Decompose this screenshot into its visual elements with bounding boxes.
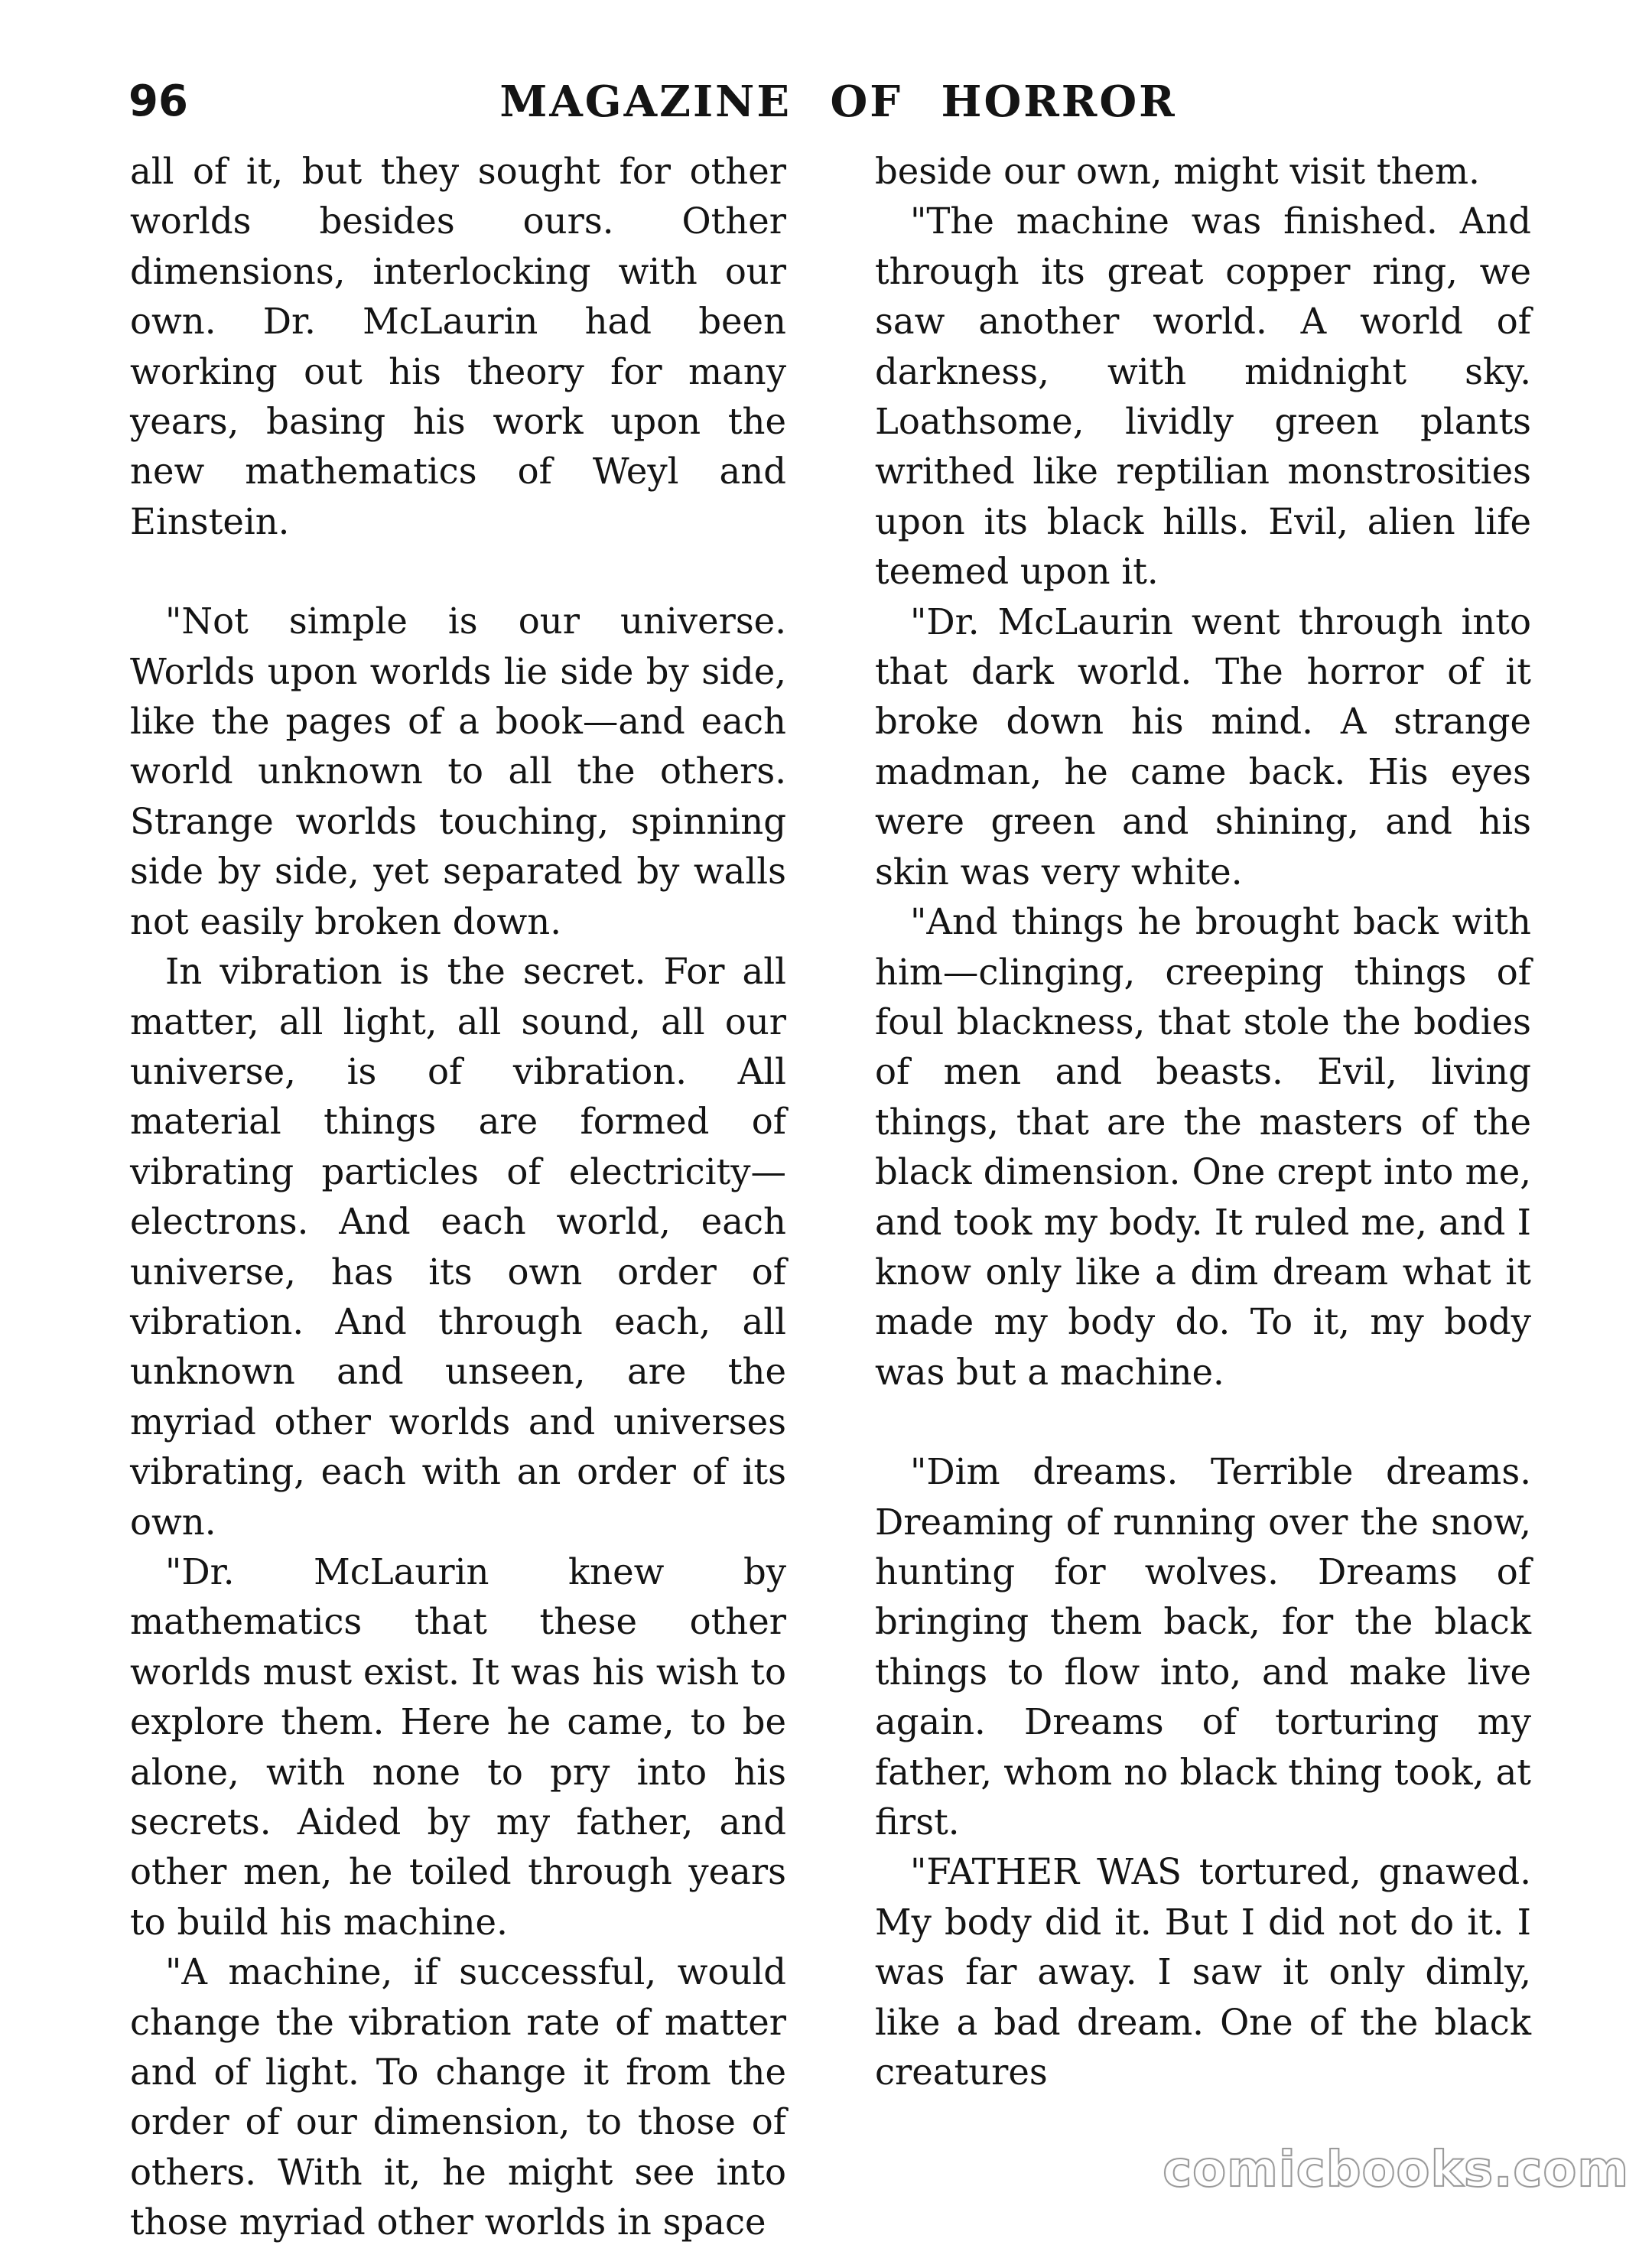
paragraph: "Not simple is our universe. Worlds upon worlds lie side by side, like the pages of a book—and each world unknown to all the others. Strange worlds touching, spinning side by side, yet separated by walls not easily broken down. [130, 600, 786, 942]
running-header [128, 76, 1548, 138]
paragraph: all of it, but they sought for other worlds besides ours. Other dimensions, interlocking with our own. Dr. McLaurin had been working out his theory for many years, basing his work upon the new mathematics of Weyl and Einstein. [130, 151, 786, 542]
page-number: 96 [128, 76, 188, 126]
paragraph: In vibration is the secret. For all matter, all light, all sound, all our universe, is of vibration. All material things are formed of vibrating particles of electricity—electrons. And each world, each universe, has its own order of vibration. And through each, all unknown and unseen, are the myriad other worlds and universes vibrating, each with an order of its own. [130, 951, 786, 1543]
running-title: MAGAZINE OF HORROR [499, 76, 1177, 127]
paragraph: beside our own, might visit them. [875, 151, 1480, 192]
paragraph: "The machine was finished. And through its great copper ring, we saw another world. A world of darkness, with midnight sky. Loathsome, lividly green plants writhed like reptilian monstrosities upon its black hills. Evil, alien life teemed upon it. [875, 200, 1531, 593]
paragraph: "FATHER WAS tortured, gnawed. My body did it. But I did not do it. I was far away. I saw it only dimly, like a bad dream. One of the black creatures [875, 1851, 1531, 2093]
watermark: comicbooks.com [1163, 2142, 1629, 2198]
paragraph: "Dim dreams. Terrible dreams. Dreaming of running over the snow, hunting for wolves. Dreams of bringing them back, for the black things to flow into, and make live again. Dreams of torturing my father, whom no black thing took, at first. [875, 1451, 1531, 1843]
left-column [130, 147, 786, 2243]
paragraph: "A machine, if successful, would change the vibration rate of matter and of light. To change it from the order of our dimension, to those of others. With it, he might see into those myriad other worlds in space [130, 1951, 786, 2243]
paragraph: "Dr. McLaurin went through into that dark world. The horror of it broke down his mind. A strange madman, he came back. His eyes were green and shining, and his skin was very white. [875, 600, 1531, 893]
paragraph: "And things he brought back with him—clinging, creeping things of foul blackness, that stole the bodies of men and beasts. Evil, living things, that are the masters of the black dimension. One crept into me, and took my body. It ruled me, and I know only like a dim dream what it made my body do. To it, my body was but a machine. [875, 901, 1531, 1393]
right-column [875, 147, 1531, 2113]
paragraph: "Dr. McLaurin knew by mathematics that these other worlds must exist. It was his wish to explore them. Here he came, to be alone, with none to pry into his secrets. Aided by my father, and other men, he toiled through years to build his machine. [130, 1550, 786, 1943]
